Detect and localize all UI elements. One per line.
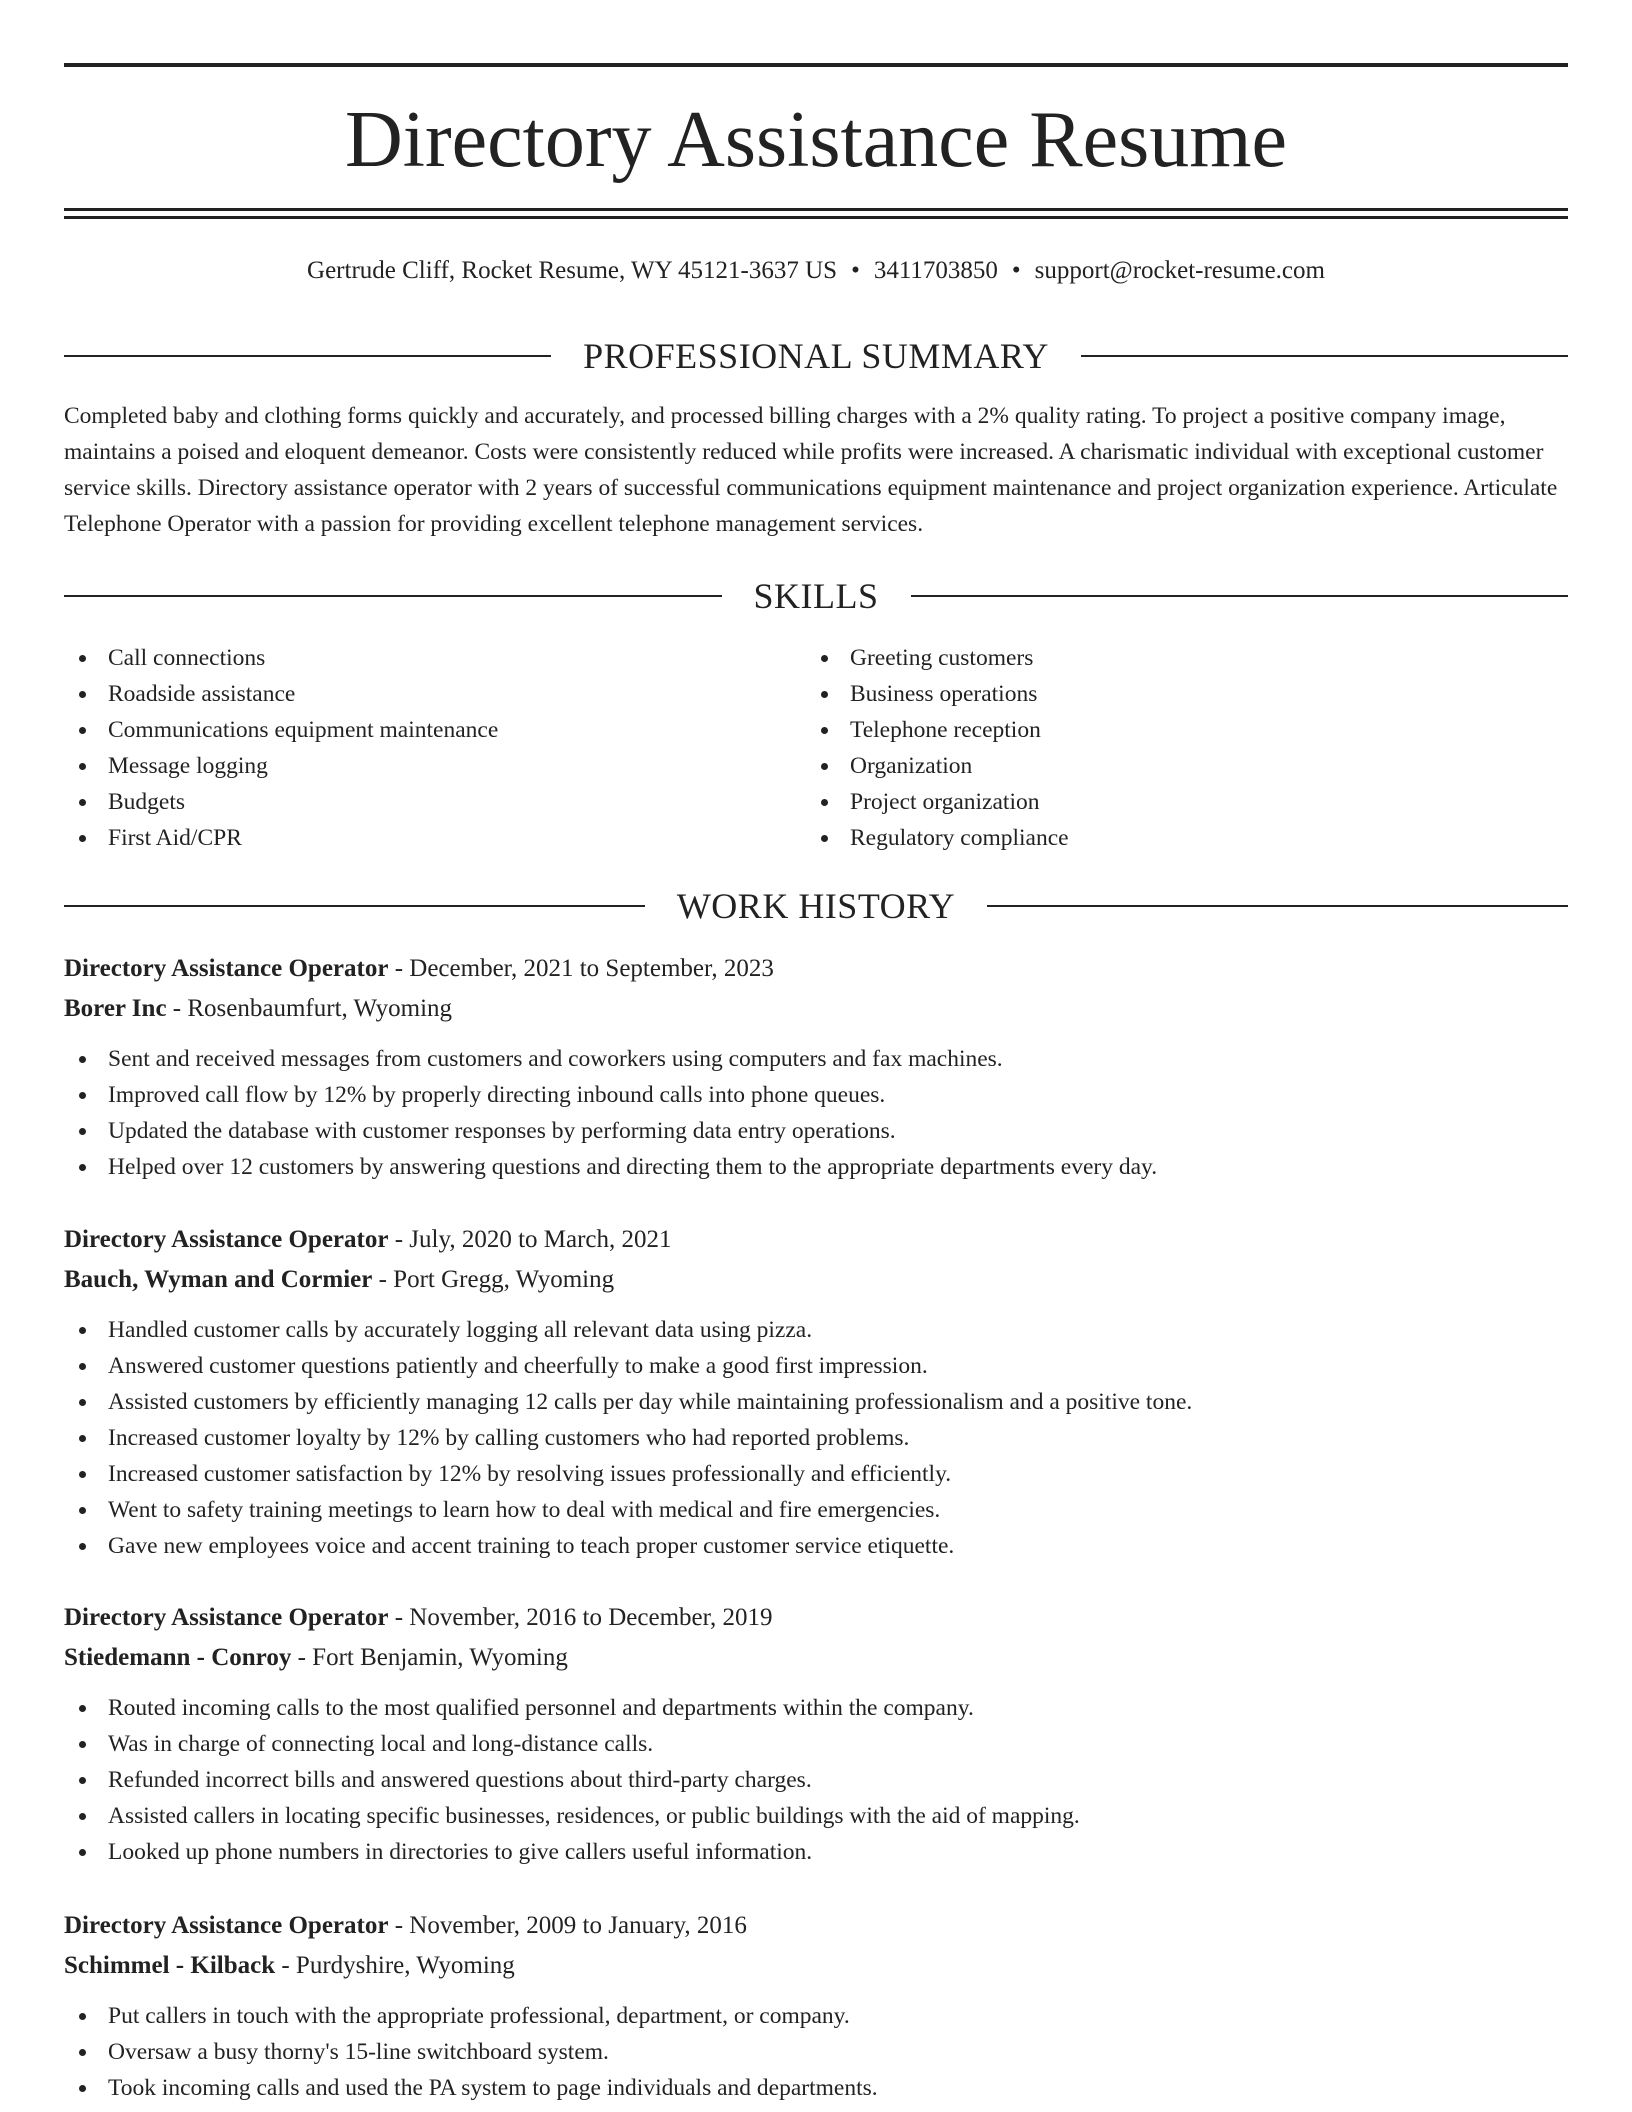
job-location: - Port Gregg, Wyoming: [372, 1266, 615, 1293]
duty-item: Refunded incorrect bills and answered questions about third-party charges.: [64, 1762, 1568, 1798]
resume-title: Directory Assistance Resume: [345, 96, 1287, 184]
duty-item: Increased customer satisfaction by 12% by resolving issues professionally and efficiently.: [64, 1456, 1568, 1492]
job-entry: [64, 1220, 1568, 1564]
professional-summary: Completed baby and clothing forms quickly and accurately, and processed billing charges with a 2% quality rating. To project a positive company image, maintains a poised and eloquent demeanor. Costs were consistently reduced while profits were increased. A charismatic individual with exceptional customer service skills. Directory assistance operator with 2 years of successful communications equipment maintenance and project organization experience. Articulate Telephone Operator with a passion for providing excellent telephone management services.: [64, 403, 1558, 537]
contact-separator: •: [851, 257, 860, 284]
title-rule-upper: [64, 208, 1568, 211]
job-title: Directory Assistance Operator: [64, 1226, 389, 1253]
skills-heading-label: SKILLS: [753, 576, 879, 616]
duty-item: Assisted callers in locating specific businesses, residences, or public buildings with the aid of mapping.: [64, 1798, 1568, 1834]
skills-list-left: [64, 640, 498, 856]
skill-item: Budgets: [64, 784, 498, 820]
job-title-line: [64, 1906, 1568, 1946]
duty-item: Took incoming calls and used the PA system to page individuals and departments.: [64, 2070, 1568, 2106]
skill-item: Telephone reception: [806, 712, 1069, 748]
duty-item: Handled customer calls by accurately logging all relevant data using pizza.: [64, 1312, 1568, 1348]
duty-item: Assisted customers by efficiently managing 12 calls per day while maintaining professionalism and a positive tone.: [64, 1384, 1568, 1420]
job-location: - Rosenbaumfurt, Wyoming: [166, 995, 453, 1022]
job-title: Directory Assistance Operator: [64, 1912, 389, 1939]
job-company-line: [64, 1260, 1568, 1300]
duty-item: Helped over 12 customers by answering questions and directing them to the appropriate departments every day.: [64, 1149, 1568, 1185]
job-duties: [64, 1041, 1568, 1185]
job-company-line: [64, 989, 1568, 1029]
job-duties: [64, 1312, 1568, 1564]
skill-item: First Aid/CPR: [64, 820, 498, 856]
skill-item: Greeting customers: [806, 640, 1069, 676]
skills-list-right: [806, 640, 1069, 856]
contact-email: support@rocket-resume.com: [1034, 257, 1325, 284]
heading-rule: [911, 595, 1569, 597]
duty-item: Looked up phone numbers in directories to give callers useful information.: [64, 1834, 1568, 1870]
skill-item: Roadside assistance: [64, 676, 498, 712]
work-heading-label: WORK HISTORY: [676, 886, 956, 926]
heading-rule: [987, 905, 1568, 907]
duty-item: Improved call flow by 12% by properly directing inbound calls into phone queues.: [64, 1077, 1568, 1113]
job-dates: - November, 2009 to January, 2016: [388, 1912, 747, 1939]
skill-item: Regulatory compliance: [806, 820, 1069, 856]
job-title: Directory Assistance Operator: [64, 955, 389, 982]
skill-item: Message logging: [64, 748, 498, 784]
job-title-line: [64, 1598, 1568, 1638]
duty-item: Answered customer questions patiently and cheerfully to make a good first impression.: [64, 1348, 1568, 1384]
contact-address: Gertrude Cliff, Rocket Resume, WY 45121-3637 US: [307, 257, 838, 284]
duty-item: Went to safety training meetings to learn how to deal with medical and fire emergencies.: [64, 1492, 1568, 1528]
job-company: Stiedemann - Conroy: [64, 1644, 292, 1671]
job-entry: [64, 1598, 1568, 1870]
skill-item: Organization: [806, 748, 1069, 784]
skill-item: Business operations: [806, 676, 1069, 712]
job-location: - Purdyshire, Wyoming: [275, 1952, 515, 1979]
duty-item: Gave new employees voice and accent training to teach proper customer service etiquette.: [64, 1528, 1568, 1564]
title-rule-lower: [64, 216, 1568, 219]
heading-rule: [64, 595, 722, 597]
heading-rule: [64, 355, 551, 357]
work-section-heading: [64, 884, 1568, 928]
duty-item: Oversaw a busy thorny's 15-line switchboard system.: [64, 2034, 1568, 2070]
job-dates: - November, 2016 to December, 2019: [388, 1604, 773, 1631]
job-duties: [64, 1690, 1568, 1870]
job-dates: - December, 2021 to September, 2023: [388, 955, 774, 982]
contact-phone: 3411703850: [873, 257, 998, 284]
contact-line: [64, 254, 1568, 288]
heading-rule: [1081, 355, 1568, 357]
duty-item: Increased customer loyalty by 12% by calling customers who had reported problems.: [64, 1420, 1568, 1456]
skills-section-heading: [64, 574, 1568, 618]
summary-heading-label: PROFESSIONAL SUMMARY: [583, 336, 1049, 376]
skill-item: Communications equipment maintenance: [64, 712, 498, 748]
top-rule: [64, 63, 1568, 67]
job-location: - Fort Benjamin, Wyoming: [291, 1644, 568, 1671]
job-title-line: [64, 949, 1568, 989]
skill-item: Project organization: [806, 784, 1069, 820]
job-company: Bauch, Wyman and Cormier: [64, 1266, 373, 1293]
job-entry: [64, 1906, 1568, 2106]
skill-item: Call connections: [64, 640, 498, 676]
job-company-line: [64, 1946, 1568, 1986]
duty-item: Put callers in touch with the appropriate professional, department, or company.: [64, 1998, 1568, 2034]
job-duties: [64, 1998, 1568, 2106]
contact-separator: •: [1011, 257, 1021, 284]
duty-item: Sent and received messages from customers and coworkers using computers and fax machines.: [64, 1041, 1568, 1077]
job-title-line: [64, 1220, 1568, 1260]
job-dates: - July, 2020 to March, 2021: [388, 1226, 672, 1253]
job-company-line: [64, 1638, 1568, 1678]
job-company: Schimmel - Kilback: [64, 1952, 276, 1979]
job-company: Borer Inc: [64, 995, 167, 1022]
job-title: Directory Assistance Operator: [64, 1604, 389, 1631]
duty-item: Was in charge of connecting local and long-distance calls.: [64, 1726, 1568, 1762]
duty-item: Updated the database with customer responses by performing data entry operations.: [64, 1113, 1568, 1149]
job-entry: [64, 949, 1568, 1185]
duty-item: Routed incoming calls to the most qualified personnel and departments within the company.: [64, 1690, 1568, 1726]
heading-rule: [64, 905, 645, 907]
summary-section-heading: [64, 334, 1568, 378]
